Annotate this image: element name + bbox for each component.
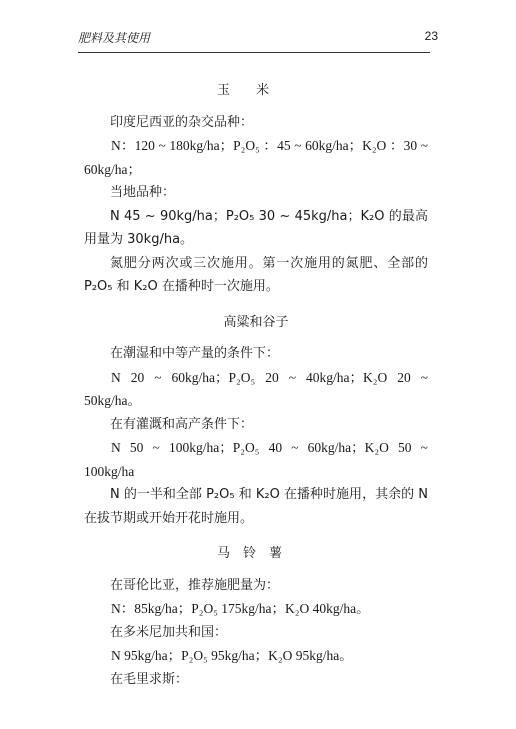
paragraph: 在多米尼加共和国：	[110, 624, 228, 640]
paragraph: N 95kg/ha；P₂O₅ 95kg/ha；K₂O 95kg/ha。	[111, 648, 353, 663]
paragraph: N 45 ~ 90kg/ha；P₂O₅ 30 ~ 45kg/ha；K₂O 的最高用量为 30kg/ha。	[84, 208, 428, 247]
section-heading-corn: 玉米	[216, 83, 295, 98]
paragraph: 在有灌溉和高产条件下：	[110, 416, 254, 432]
page-number: 23	[424, 29, 438, 43]
paragraph: 在潮湿和中等产量的条件下：	[110, 346, 280, 361]
running-header-title: 肥料及其使用	[78, 31, 151, 45]
page-body	[84, 73, 428, 691]
header-rule	[78, 52, 430, 53]
paragraph: N 20 ~ 60kg/ha；P₂O₅ 20 ~ 40kg/ha；K₂O 20 ~ 50kg/ha。	[84, 369, 428, 408]
paragraph: 在哥伦比亚，推荐施肥量为：	[110, 577, 280, 593]
paragraph: 当地品种：	[110, 185, 176, 200]
paragraph: 氮肥分两次或三次施用。第一次施用的氮肥、全部的 P₂O₅ 和 K₂O 在播种时一次施用。	[84, 255, 428, 294]
section-heading-sorghum: 高粱和谷子	[223, 314, 289, 330]
paragraph: N：120 ~ 180kg/ha；P₂O₅ ：45 ~ 60kg/ha；K₂O ：30 ~ 60kg/ha；	[84, 138, 428, 177]
section-heading-potato: 马铃薯	[216, 546, 295, 561]
paragraph: N：85kg/ha；P₂O₅ 175kg/ha；K₂O 40kg/ha。	[111, 601, 370, 616]
paragraph: N 50 ~ 100kg/ha；P₂O₅ 40 ~ 60kg/ha；K₂O 50 ~ 100kg/ha	[84, 440, 428, 479]
paragraph: N 的一半和全部 P₂O₅ 和 K₂O 在播种时施用，其余的 N 在拔节期或开始开花时施用。	[84, 487, 428, 526]
paragraph: 印度尼西亚的杂交品种：	[110, 114, 254, 130]
paragraph: 在毛里求斯：	[110, 671, 189, 687]
